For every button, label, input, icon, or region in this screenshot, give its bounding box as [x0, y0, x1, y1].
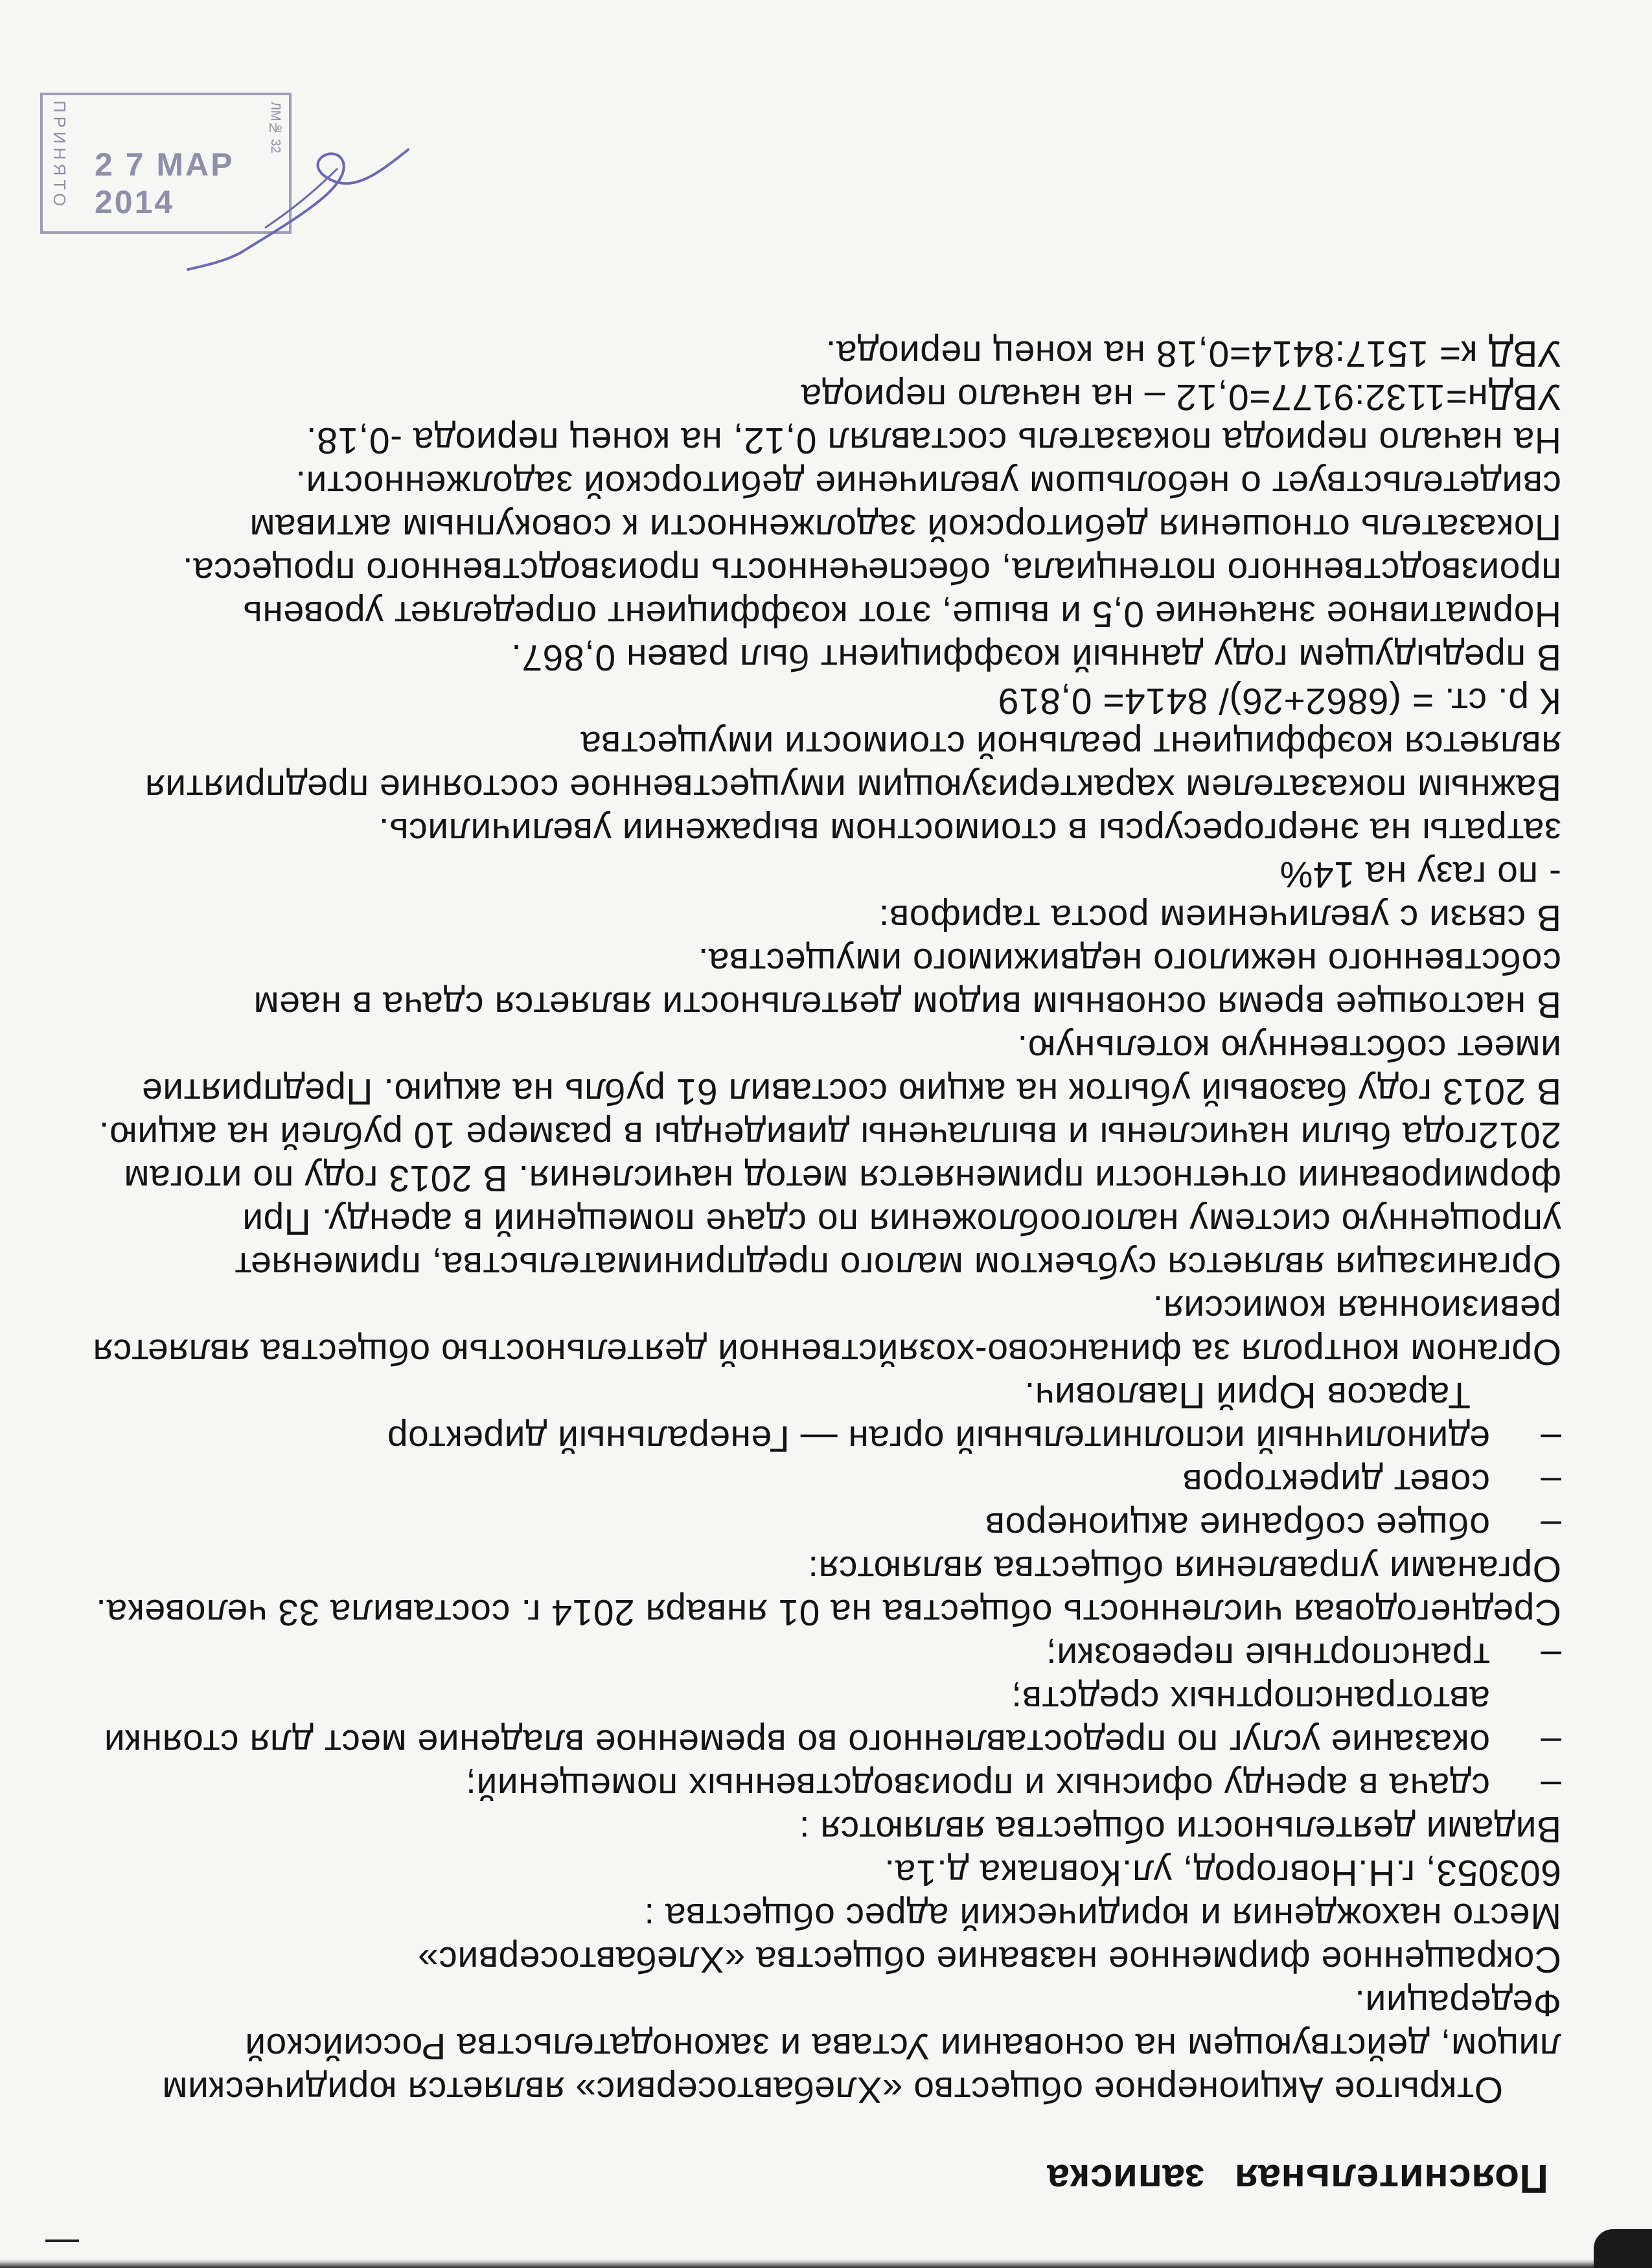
property-indicator-paragraph: Важным показателем характеризующим имущественное состояние предприятия является коэффициент реальной стоимости имущества	[144, 724, 1561, 808]
dash-bullet: –	[1540, 1765, 1561, 1807]
signature-mark	[175, 130, 434, 273]
governance-1: общее собрание акционеров	[985, 1505, 1490, 1546]
list-item	[84, 1677, 1561, 1764]
small-business-paragraph: Организация является субъектом малого предпринимательства, применяет упрощенную систему налогообложения по сдаче помещений в аренду. При формировании отчетности применяется метод начисления. В 2013 году по итогам 2012года были начислены и выплачены дивиденды в размере 10 рублей на акцию. В 2013 году базовый убыток на акцию составил 61 рубль на акцию. Предприятие имеет собственную котельную.	[98, 1027, 1561, 1286]
director-name: Тарасов Юрий Павлович.	[1024, 1375, 1471, 1416]
governance-3: единоличный исполнительный орган — Генеральный директор	[387, 1418, 1490, 1460]
list-item	[84, 1460, 1561, 1504]
tariffs-line-3: затраты на энергоресурсы в стоимостном выражении увеличились.	[378, 810, 1561, 852]
scan-edge	[0, 2259, 1652, 2268]
dash-bullet: –	[1540, 1418, 1561, 1460]
tariffs-line-2: - по газу на 14%	[1279, 854, 1561, 895]
dash-bullet: –	[1540, 1461, 1561, 1503]
intro-paragraph: Открытое Акционерное общество «Хлебавтосервис» является юридическим лицом, действующем на основании Устава и законодательства Российской Федерации.	[161, 1982, 1561, 2111]
document-title: Пояснительная записка	[1046, 2156, 1548, 2201]
dash-bullet: –	[1540, 1505, 1561, 1546]
main-activity-paragraph: В настоящее время основным видом деятельности является сдача в наем собственного нежилого недвижимого имущества.	[253, 941, 1561, 1025]
page-dash-mark	[45, 2239, 79, 2242]
governance-label: Органами управления общества являются:	[807, 1548, 1561, 1590]
control-paragraph: Органом контроля за финансово-хозяйственной деятельностью общества является ревизионная комиссия.	[92, 1288, 1561, 1373]
stamp-code: ЛМ№ 32	[268, 102, 282, 154]
uvd-start-line: УВДн=1132:9177=0,12 – на начало периода	[801, 376, 1561, 418]
scan-corner-shadow	[1594, 2229, 1652, 2268]
list-item	[84, 1417, 1561, 1460]
address-value: 603053, г.Н.Новгород, ул.Ковпака д.1а.	[884, 1852, 1561, 1894]
prev-year-line: В предыдущем году данный коэффициент был равен 0,867.	[511, 637, 1561, 678]
activity-3: транспортные перевозки;	[1046, 1635, 1490, 1677]
address-label: Место нахождения и юридический адрес общества :	[643, 1896, 1561, 1937]
list-item	[84, 1764, 1561, 1807]
stamp-label: ПРИНЯТО	[50, 100, 69, 211]
norm-paragraph: Нормативное значение 0,5 и выше, этот коэффициент определяет уровень производственного потенциала, обеспеченность производственного процесса.	[182, 550, 1561, 635]
activity-2: оказание услуг по предоставленного во временное владение мест для стоянки автотранспортных средств;	[104, 1678, 1490, 1763]
list-item	[84, 1634, 1561, 1677]
stamp-date: 2 7 МАР 2014	[95, 146, 235, 220]
short-name-line: Сокращенное фирменное название общества «Хлебавтосервис»	[417, 1939, 1561, 1980]
tariffs-line-1: В связи с увеличением роста тарифов:	[878, 897, 1561, 939]
list-item	[84, 1504, 1561, 1547]
activity-1: сдача в аренду офисных и производственных помещений;	[465, 1765, 1490, 1807]
dash-bullet: –	[1540, 1635, 1561, 1677]
activities-label: Видами деятельности общества являются :	[799, 1809, 1561, 1850]
uvd-end-line: УВД к= 1517:8414=0,18 на конец периода.	[825, 333, 1561, 374]
dash-bullet: –	[1540, 1722, 1561, 1763]
period-values-line: На начало периода показатель составлял 0,12, на конец периода -0,18.	[306, 420, 1561, 461]
document-body	[84, 332, 1561, 2200]
formula-line: К р. ст. = (6862+26)/ 8414= 0,819	[998, 680, 1561, 722]
headcount-paragraph: Среднегодовая численность общества на 01 января 2014 г. составила 33 человека.	[95, 1592, 1561, 1633]
governance-2: совет директоров	[1182, 1461, 1490, 1503]
receivables-paragraph: Показатель отношения дебиторской задолженности к совокупным активам свидетельствует о небольшом увеличение дебиторской задолженности.	[249, 463, 1561, 548]
